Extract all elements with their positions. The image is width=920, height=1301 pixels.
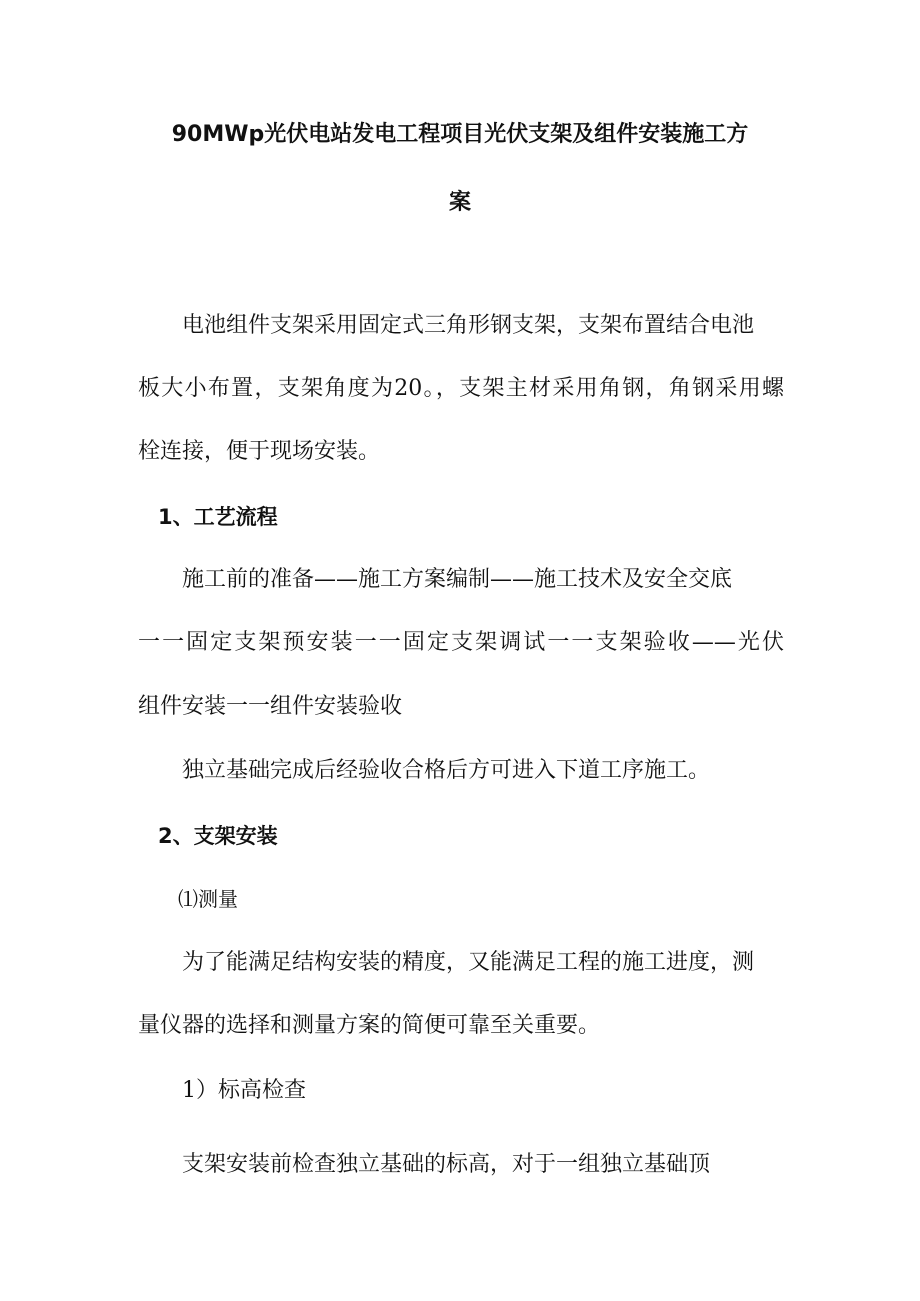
measurement-paragraph-line-1: 为了能满足结构安装的精度，又能满足工程的施工进度，测 (182, 950, 755, 975)
document-title-line-1: 90MWp光伏电站发电工程项目光伏支架及组件安装施工方 (171, 122, 749, 147)
elevation-check-paragraph-line-1: 支架安装前检查独立基础的标高，对于一组独立基础顶 (182, 1152, 711, 1177)
foundation-note: 独立基础完成后经验收合格后方可进入下道工序施工。 (182, 758, 711, 783)
measurement-paragraph-line-2: 量仪器的选择和测量方案的简便可靠至关重要。 (138, 1013, 601, 1038)
section-1-heading: 1、工艺流程 (158, 505, 278, 529)
document-title-line-2: 案 (448, 190, 471, 215)
process-flow-line-3: 组件安装一一组件安装验收 (138, 694, 403, 719)
intro-paragraph-line-3: 栓连接，便于现场安装。 (138, 439, 381, 464)
intro-paragraph-line-2: 板大小布置，支架角度为20。，支架主材采用角钢，角钢采用螺 (138, 376, 784, 401)
intro-paragraph-line-1: 电池组件支架采用固定式三角形钢支架，支架布置结合电池 (182, 313, 755, 338)
measurement-subheading: ⑴测量 (178, 887, 238, 911)
process-flow-line-2: 一一固定支架预安装一一固定支架调试一一支架验收——光伏 (138, 630, 784, 655)
elevation-check-item: 1）标高检查 (182, 1078, 306, 1103)
process-flow-line-1: 施工前的准备——施工方案编制——施工技术及安全交底 (182, 567, 733, 592)
section-2-heading: 2、支架安装 (158, 824, 278, 848)
